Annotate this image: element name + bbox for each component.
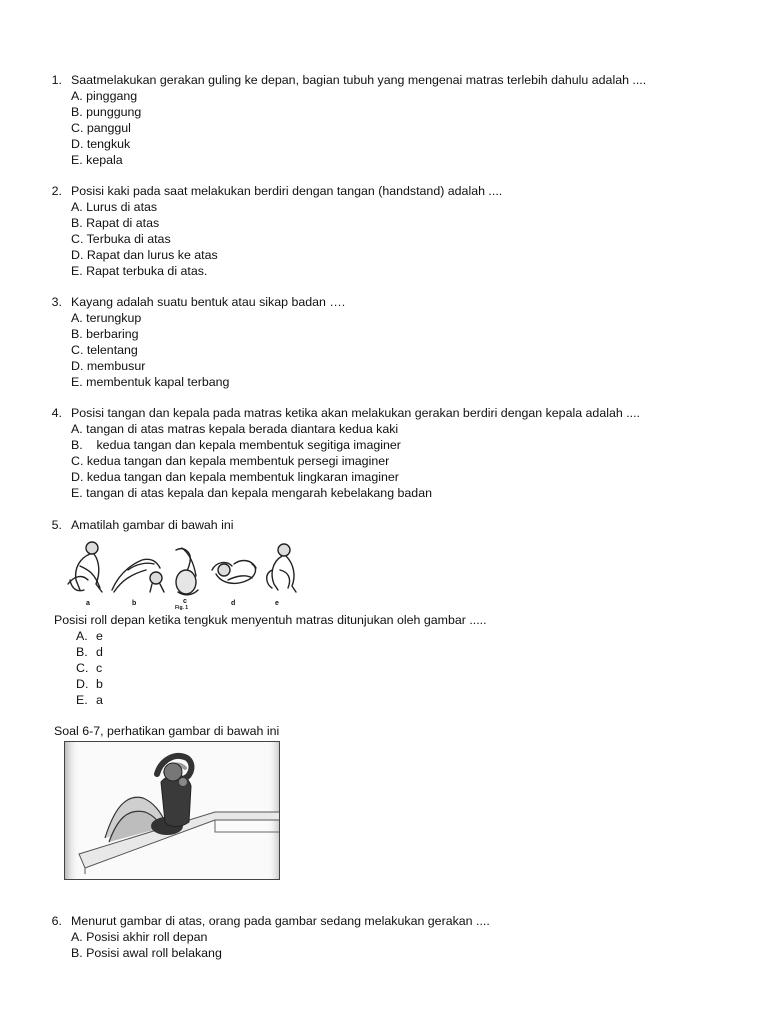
question-number: 2. bbox=[51, 184, 62, 198]
option-letter: C. bbox=[76, 661, 89, 675]
question-number: 6. bbox=[51, 914, 62, 928]
option-c: C. panggul bbox=[71, 121, 131, 135]
question-number: 1. bbox=[51, 73, 62, 87]
option-d: D. tengkuk bbox=[71, 137, 131, 151]
figure-b bbox=[112, 559, 164, 592]
option-text: b bbox=[96, 677, 103, 691]
option-letter: A. bbox=[76, 629, 88, 643]
question-number: 4. bbox=[51, 406, 62, 420]
option-c: C. telentang bbox=[71, 343, 138, 357]
option-b: B. Rapat di atas bbox=[71, 216, 160, 230]
option-a: A. tangan di atas matras kepala berada diantara kedua kaki bbox=[71, 422, 399, 436]
figure-caption: Fig. 1 bbox=[175, 605, 189, 611]
option-c: C. kedua tangan dan kepala membentuk persegi imaginer bbox=[71, 454, 390, 468]
option-d: D. membusur bbox=[71, 359, 146, 373]
figure-label-d: d bbox=[231, 600, 236, 607]
option-b: B. Posisi awal roll belakang bbox=[71, 946, 222, 960]
figure-a bbox=[68, 542, 102, 592]
option-c bbox=[76, 661, 102, 677]
option-e: E. tangan di atas kepala dan kepala mengarah kebelakang badan bbox=[71, 486, 432, 500]
option-d: D. kedua tangan dan kepala membentuk lingkaran imaginer bbox=[71, 470, 399, 484]
option-b: B. punggung bbox=[71, 105, 142, 119]
figure-label-c: c bbox=[183, 598, 187, 605]
option-text: d bbox=[96, 645, 103, 659]
question-stem: Saatmelakukan gerakan guling ke depan, bagian tubuh yang mengenai matras terlebih dahulu adalah .... bbox=[71, 73, 647, 87]
figure-label-e: e bbox=[275, 600, 279, 607]
question-stem: Posisi tangan dan kepala pada matras ketika akan melakukan gerakan berdiri dengan kepala adalah .... bbox=[71, 406, 640, 420]
option-a: A. Lurus di atas bbox=[71, 200, 158, 214]
option-a: A. terungkup bbox=[71, 311, 142, 325]
question-number: 3. bbox=[51, 295, 62, 309]
option-e: E. kepala bbox=[71, 153, 123, 167]
question-stem: Kayang adalah suatu bentuk atau sikap badan …. bbox=[71, 295, 346, 309]
option-b: B. kedua tangan dan kepala membentuk segitiga imaginer bbox=[71, 438, 401, 452]
option-a: A. Posisi akhir roll depan bbox=[71, 930, 208, 944]
option-text: c bbox=[96, 661, 103, 675]
option-a: A. pinggang bbox=[71, 89, 138, 103]
option-text: e bbox=[96, 629, 103, 643]
figure-c bbox=[176, 548, 198, 595]
figure-d bbox=[212, 561, 256, 584]
option-letter: E. bbox=[76, 693, 88, 707]
option-a bbox=[76, 629, 103, 645]
figure-label-b: b bbox=[132, 600, 137, 607]
backward-roll-photo bbox=[64, 741, 280, 880]
option-d: D. Rapat dan lurus ke atas bbox=[71, 248, 218, 262]
backward-roll-illustration bbox=[65, 742, 280, 880]
forward-roll-figures bbox=[66, 540, 310, 608]
option-b bbox=[76, 645, 103, 661]
option-d bbox=[76, 677, 103, 693]
forward-roll-sequence-illustration bbox=[66, 540, 310, 611]
option-c: C. Terbuka di atas bbox=[71, 232, 171, 246]
question-stem: Menurut gambar di atas, orang pada gambar sedang melakukan gerakan .... bbox=[71, 914, 490, 928]
section-intro: Soal 6-7, perhatikan gambar di bawah ini bbox=[54, 724, 280, 738]
option-e bbox=[76, 693, 103, 709]
option-text: a bbox=[96, 693, 103, 707]
option-e: E. membentuk kapal terbang bbox=[71, 375, 230, 389]
question-stem: Posisi kaki pada saat melakukan berdiri dengan tangan (handstand) adalah .... bbox=[71, 184, 503, 198]
option-letter: B. bbox=[76, 645, 88, 659]
question-number: 5. bbox=[51, 518, 62, 532]
option-letter: D. bbox=[76, 677, 89, 691]
question-stem: Amatilah gambar di bawah ini bbox=[71, 518, 234, 532]
question-followup: Posisi roll depan ketika tengkuk menyentuh matras ditunjukan oleh gambar ..... bbox=[54, 613, 487, 627]
option-e: E. Rapat terbuka di atas. bbox=[71, 264, 208, 278]
figure-e bbox=[267, 544, 296, 592]
figure-label-a: a bbox=[86, 600, 90, 607]
option-b: B. berbaring bbox=[71, 327, 139, 341]
